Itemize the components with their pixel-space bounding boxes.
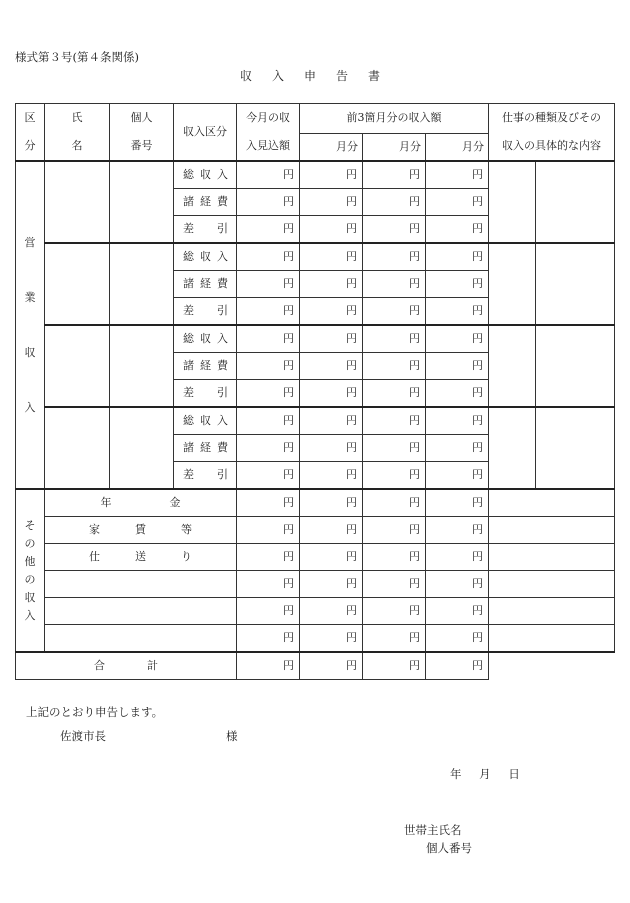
other-label-char: の xyxy=(24,572,36,586)
business-amount-3[interactable]: 円 xyxy=(363,325,426,353)
other-income-type: 年 金 xyxy=(45,489,237,517)
form-title: 収入申告書 xyxy=(239,69,400,83)
income-type-label: 諸経費 xyxy=(174,353,237,380)
business-amount-1[interactable]: 円 xyxy=(237,353,300,380)
other-blank-cell xyxy=(489,489,615,517)
header-this-month-2: 入見込額 xyxy=(246,139,290,152)
business-number-cell[interactable] xyxy=(110,161,174,243)
header-kojin-1: 個人 xyxy=(130,111,153,124)
other-label-char: 収 xyxy=(24,590,36,604)
business-amount-2[interactable]: 円 xyxy=(300,189,363,216)
total-amount-4[interactable]: 円 xyxy=(426,652,489,680)
business-amount-4[interactable]: 円 xyxy=(426,161,489,189)
mayor-addressee: 佐渡市長 xyxy=(60,729,106,743)
other-label-char: 他 xyxy=(24,554,36,568)
other-income-row xyxy=(16,517,615,544)
header-ku: 区 xyxy=(24,111,36,124)
income-declaration-table xyxy=(15,103,615,680)
business-label-char: 収 xyxy=(24,346,36,359)
header-kojin-2: 番号 xyxy=(130,139,153,152)
business-amount-4[interactable]: 円 xyxy=(426,189,489,216)
other-amount-1[interactable]: 円 xyxy=(237,598,300,625)
other-amount-3[interactable]: 円 xyxy=(363,544,426,571)
other-label-char: 入 xyxy=(24,608,36,622)
business-amount-1[interactable]: 円 xyxy=(237,243,300,271)
other-income-row xyxy=(16,625,615,653)
business-amount-3[interactable]: 円 xyxy=(363,380,426,408)
other-amount-4[interactable]: 円 xyxy=(426,544,489,571)
other-label-char: の xyxy=(24,536,36,550)
header-work-2: 収入の具体的な内容 xyxy=(502,139,601,152)
total-row xyxy=(16,652,615,680)
work-detail-cell[interactable] xyxy=(536,407,615,489)
header-past-three: 前3箇月分の収入額 xyxy=(300,104,489,134)
business-label-char: 業 xyxy=(24,291,36,304)
business-number-cell[interactable] xyxy=(110,407,174,489)
business-amount-2[interactable]: 円 xyxy=(300,353,363,380)
business-amount-2[interactable]: 円 xyxy=(300,298,363,326)
other-amount-3[interactable]: 円 xyxy=(363,489,426,517)
header-month-3: 月分 xyxy=(426,133,489,161)
work-detail-cell[interactable] xyxy=(536,325,615,407)
personal-number-label: 個人番号 xyxy=(426,841,472,855)
business-amount-3[interactable]: 円 xyxy=(363,407,426,435)
other-amount-2[interactable]: 円 xyxy=(300,598,363,625)
other-amount-1[interactable]: 円 xyxy=(237,571,300,598)
other-amount-4[interactable]: 円 xyxy=(426,489,489,517)
business-amount-2[interactable]: 円 xyxy=(300,161,363,189)
other-income-label xyxy=(16,489,45,652)
work-type-cell[interactable] xyxy=(489,407,536,489)
work-type-cell[interactable] xyxy=(489,325,536,407)
business-amount-1[interactable]: 円 xyxy=(237,462,300,490)
other-amount-1[interactable]: 円 xyxy=(237,489,300,517)
other-blank-cell xyxy=(489,625,615,653)
other-income-type[interactable] xyxy=(45,625,237,653)
business-amount-4[interactable]: 円 xyxy=(426,462,489,490)
header-work xyxy=(489,104,615,162)
income-type-label: 諸経費 xyxy=(174,271,237,298)
business-amount-3[interactable]: 円 xyxy=(363,271,426,298)
sama-honorific: 様 xyxy=(226,729,238,743)
other-income-type: 家 賃 等 xyxy=(45,517,237,544)
income-type-label: 総収入 xyxy=(174,407,237,435)
business-amount-3[interactable]: 円 xyxy=(363,353,426,380)
other-blank-cell xyxy=(489,517,615,544)
header-work-1: 仕事の種類及びその xyxy=(502,111,601,124)
business-amount-2[interactable]: 円 xyxy=(300,407,363,435)
other-income-row xyxy=(16,571,615,598)
income-type-label: 差 引 xyxy=(174,462,237,490)
business-amount-1[interactable]: 円 xyxy=(237,325,300,353)
business-number-cell[interactable] xyxy=(110,325,174,407)
income-type-label: 差 引 xyxy=(174,380,237,408)
business-name-cell[interactable] xyxy=(45,407,110,489)
business-amount-1[interactable]: 円 xyxy=(237,298,300,326)
other-income-type: 仕 送 り xyxy=(45,544,237,571)
work-detail-cell[interactable] xyxy=(536,243,615,325)
other-amount-2[interactable]: 円 xyxy=(300,489,363,517)
business-row xyxy=(16,161,615,189)
form-number: 様式第３号(第４条関係) xyxy=(15,50,139,64)
business-amount-4[interactable]: 円 xyxy=(426,353,489,380)
other-amount-3[interactable]: 円 xyxy=(363,598,426,625)
other-amount-2[interactable]: 円 xyxy=(300,571,363,598)
work-detail-cell[interactable] xyxy=(536,161,615,243)
other-income-row xyxy=(16,544,615,571)
business-amount-1[interactable]: 円 xyxy=(237,271,300,298)
work-type-cell[interactable] xyxy=(489,161,536,243)
other-amount-3[interactable]: 円 xyxy=(363,517,426,544)
business-amount-2[interactable]: 円 xyxy=(300,271,363,298)
business-amount-1[interactable]: 円 xyxy=(237,380,300,408)
business-amount-2[interactable]: 円 xyxy=(300,380,363,408)
other-amount-2[interactable]: 円 xyxy=(300,625,363,653)
business-income-label xyxy=(16,161,45,489)
business-label-char: 営 xyxy=(24,236,36,249)
business-number-cell[interactable] xyxy=(110,243,174,325)
header-mei: 名 xyxy=(71,139,83,152)
other-blank-cell xyxy=(489,571,615,598)
business-amount-4[interactable]: 円 xyxy=(426,435,489,462)
business-amount-4[interactable]: 円 xyxy=(426,243,489,271)
header-this-month-1: 今月の収 xyxy=(246,111,290,124)
header-personal-number xyxy=(110,104,174,162)
business-amount-1[interactable]: 円 xyxy=(237,189,300,216)
header-month-1: 月分 xyxy=(300,133,363,161)
date-month: 月 xyxy=(479,767,491,781)
other-amount-1[interactable]: 円 xyxy=(237,544,300,571)
business-amount-1[interactable]: 円 xyxy=(237,161,300,189)
business-row xyxy=(16,325,615,353)
date-year: 年 xyxy=(450,767,462,781)
business-amount-1[interactable]: 円 xyxy=(237,407,300,435)
income-type-label: 差 引 xyxy=(174,298,237,326)
business-amount-2[interactable]: 円 xyxy=(300,325,363,353)
header-this-month xyxy=(237,104,300,162)
other-blank-cell xyxy=(489,544,615,571)
declaration-text: 上記のとおり申告します。 xyxy=(26,705,164,719)
business-amount-4[interactable]: 円 xyxy=(426,216,489,244)
total-blank xyxy=(489,652,615,680)
business-amount-4[interactable]: 円 xyxy=(426,380,489,408)
other-amount-3[interactable]: 円 xyxy=(363,571,426,598)
other-amount-4[interactable]: 円 xyxy=(426,517,489,544)
header-shi: 氏 xyxy=(71,111,83,124)
business-amount-2[interactable]: 円 xyxy=(300,462,363,490)
business-amount-4[interactable]: 円 xyxy=(426,325,489,353)
header-month-2: 月分 xyxy=(363,133,426,161)
business-amount-3[interactable]: 円 xyxy=(363,216,426,244)
other-blank-cell xyxy=(489,598,615,625)
work-type-cell[interactable] xyxy=(489,243,536,325)
other-income-type[interactable] xyxy=(45,571,237,598)
header-bun: 分 xyxy=(24,139,36,152)
income-type-label: 総収入 xyxy=(174,161,237,189)
other-amount-4[interactable]: 円 xyxy=(426,625,489,653)
business-amount-2[interactable]: 円 xyxy=(300,216,363,244)
business-amount-1[interactable]: 円 xyxy=(237,435,300,462)
income-type-label: 総収入 xyxy=(174,325,237,353)
business-amount-4[interactable]: 円 xyxy=(426,298,489,326)
business-amount-3[interactable]: 円 xyxy=(363,298,426,326)
other-income-type[interactable] xyxy=(45,598,237,625)
other-label-char: そ xyxy=(24,518,36,532)
business-label-char: 入 xyxy=(24,401,36,414)
business-amount-1[interactable]: 円 xyxy=(237,216,300,244)
business-amount-2[interactable]: 円 xyxy=(300,435,363,462)
business-row xyxy=(16,407,615,435)
business-amount-3[interactable]: 円 xyxy=(363,189,426,216)
total-amount-1[interactable]: 円 xyxy=(237,652,300,680)
business-name-cell[interactable] xyxy=(45,161,110,243)
total-amount-2[interactable]: 円 xyxy=(300,652,363,680)
business-row xyxy=(16,243,615,271)
other-amount-2[interactable]: 円 xyxy=(300,544,363,571)
other-amount-4[interactable]: 円 xyxy=(426,571,489,598)
income-type-label: 差 引 xyxy=(174,216,237,244)
date-day: 日 xyxy=(508,767,520,781)
other-amount-4[interactable]: 円 xyxy=(426,598,489,625)
business-name-cell[interactable] xyxy=(45,243,110,325)
business-amount-4[interactable]: 円 xyxy=(426,271,489,298)
date-line xyxy=(450,766,534,782)
header-name xyxy=(45,104,110,162)
other-income-row xyxy=(16,598,615,625)
other-amount-3[interactable]: 円 xyxy=(363,625,426,653)
income-type-label: 総収入 xyxy=(174,243,237,271)
business-amount-3[interactable]: 円 xyxy=(363,435,426,462)
business-name-cell[interactable] xyxy=(45,325,110,407)
other-amount-1[interactable]: 円 xyxy=(237,625,300,653)
total-label: 合計 xyxy=(16,652,237,680)
other-income-row xyxy=(16,489,615,517)
header-kubun xyxy=(16,104,45,162)
other-amount-2[interactable]: 円 xyxy=(300,517,363,544)
business-amount-2[interactable]: 円 xyxy=(300,243,363,271)
business-amount-3[interactable]: 円 xyxy=(363,462,426,490)
total-amount-3[interactable]: 円 xyxy=(363,652,426,680)
business-amount-3[interactable]: 円 xyxy=(363,243,426,271)
header-income-type: 収入区分 xyxy=(174,104,237,162)
income-type-label: 諸経費 xyxy=(174,189,237,216)
other-amount-1[interactable]: 円 xyxy=(237,517,300,544)
business-amount-4[interactable]: 円 xyxy=(426,407,489,435)
householder-label: 世帯主氏名 xyxy=(404,823,462,837)
income-type-label: 諸経費 xyxy=(174,435,237,462)
business-amount-3[interactable]: 円 xyxy=(363,161,426,189)
